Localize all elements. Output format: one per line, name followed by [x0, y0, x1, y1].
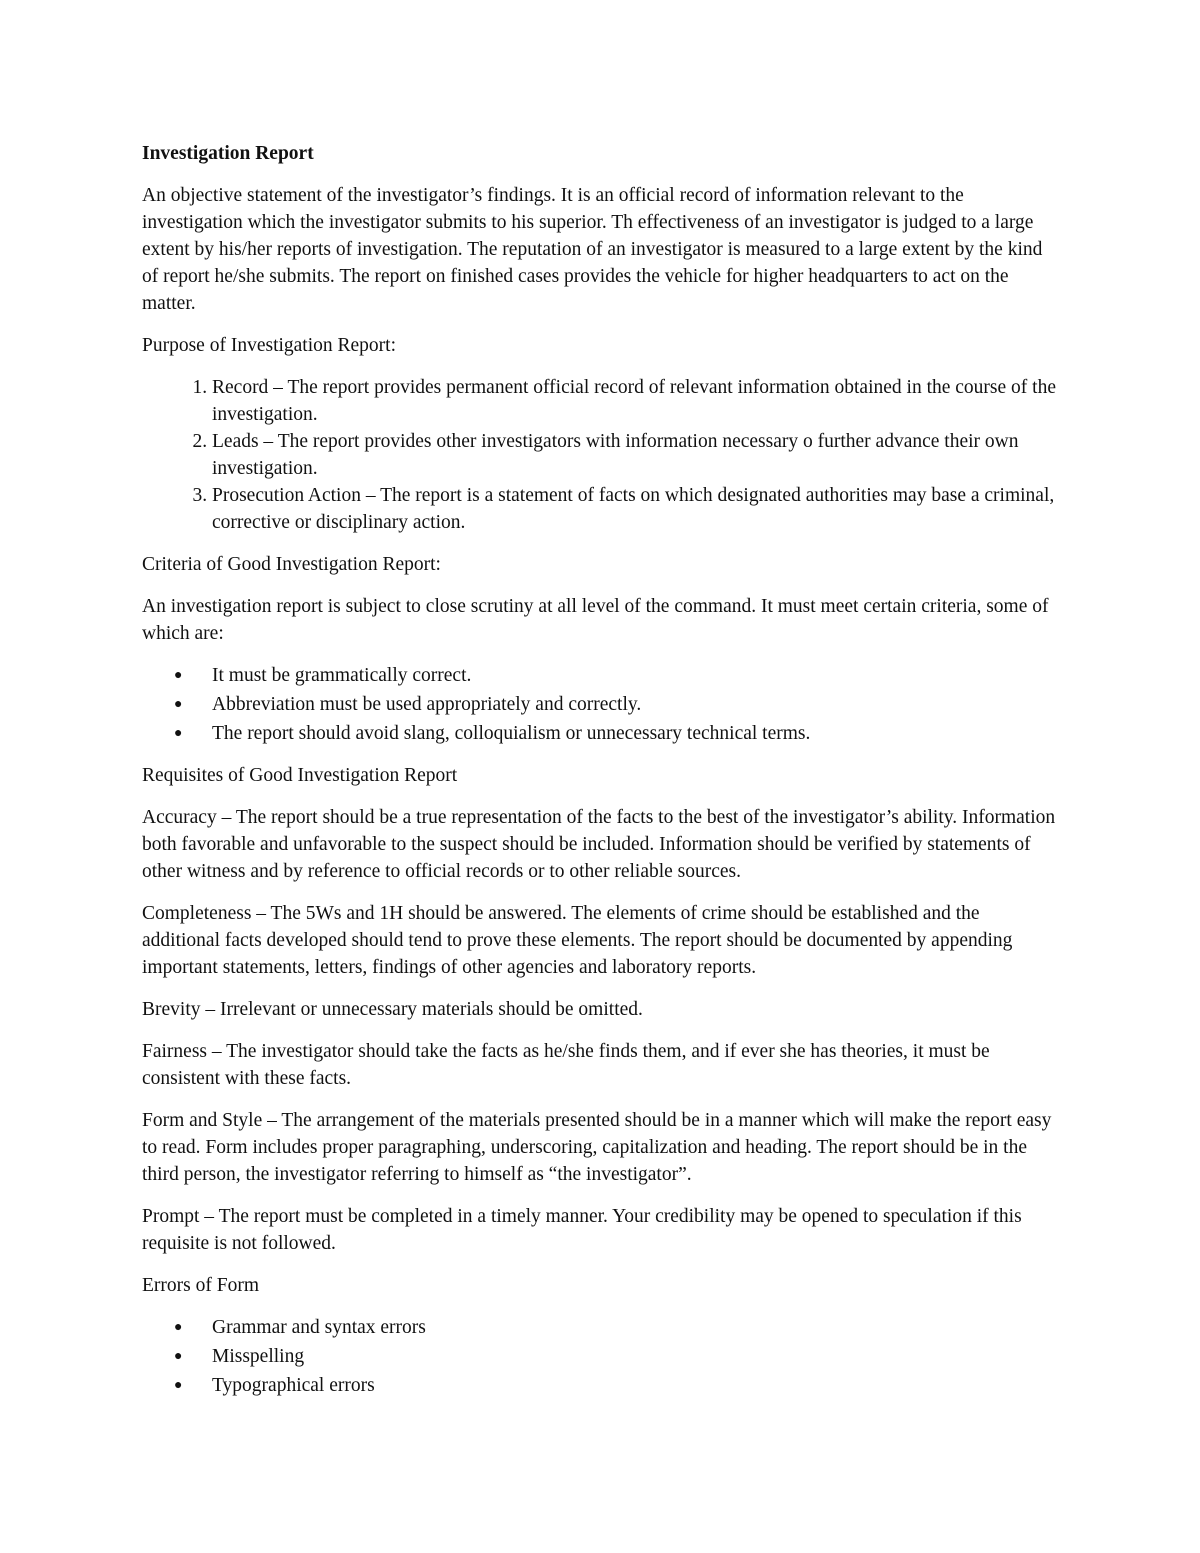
- list-item-text: Grammar and syntax errors: [212, 1317, 426, 1338]
- intro-paragraph: An objective statement of the investigator’s findings. It is an official record of information relevant to the investigation which the investigator submits to his superior. Th effectiveness of an investigator is judged to a large extent by his/her reports of investigation. The reputation of an investigator is measured to a large extent by the kind of report he/she submits. The report on finished cases provides the vehicle for higher headquarters to act on the matter.: [142, 185, 1043, 314]
- list-item: [174, 1343, 1062, 1370]
- fairness-paragraph: Fairness – The investigator should take the facts as he/she finds them, and if ever she has theories, it must be consistent with these facts.: [142, 1041, 990, 1089]
- bullet-icon: ●: [174, 1320, 183, 1335]
- list-item: [174, 1372, 1062, 1399]
- brevity-paragraph: Brevity – Irrelevant or unnecessary materials should be omitted.: [142, 999, 643, 1020]
- list-item: [174, 662, 1062, 689]
- errors-heading: Errors of Form: [142, 1275, 259, 1296]
- document-page: [142, 140, 1062, 1414]
- criteria-list: [142, 662, 1062, 747]
- purpose-list: [142, 374, 1062, 536]
- prompt-paragraph: Prompt – The report must be completed in a timely manner. Your credibility may be opened to speculation if this requisite is not followed.: [142, 1206, 1022, 1254]
- list-item: 1. Record – The report provides permanent official record of relevant information obtained in the course of the investigation.: [212, 374, 1062, 428]
- list-item: [174, 1314, 1062, 1341]
- list-item-text: The report should avoid slang, colloquialism or unnecessary technical terms.: [212, 723, 811, 744]
- form-style-paragraph: Form and Style – The arrangement of the materials presented should be in a manner which will make the report easy to read. Form includes proper paragraphing, underscoring, capitalization and heading. The report should be in the third person, the investigator referring to himself as “the investigator”.: [142, 1110, 1052, 1185]
- purpose-heading: Purpose of Investigation Report:: [142, 335, 397, 356]
- list-item: [174, 720, 1062, 747]
- completeness-paragraph: Completeness – The 5Ws and 1H should be answered. The elements of crime should be established and the additional facts developed should tend to prove these elements. The report should be documented by appending important statements, letters, findings of other agencies and laboratory reports.: [142, 903, 1013, 978]
- bullet-icon: ●: [174, 1349, 183, 1364]
- list-item: 2. Leads – The report provides other investigators with information necessary o further advance their own investigation.: [212, 428, 1062, 482]
- list-item: [174, 691, 1062, 718]
- criteria-intro: An investigation report is subject to close scrutiny at all level of the command. It must meet certain criteria, some of which are:: [142, 596, 1049, 644]
- accuracy-paragraph: Accuracy – The report should be a true representation of the facts to the best of the investigator’s ability. Information both favorable and unfavorable to the suspect should be included. Information should be verified by statements of other witness and by reference to official records or to other reliable sources.: [142, 807, 1056, 882]
- list-item-text: Misspelling: [212, 1346, 305, 1367]
- criteria-heading: Criteria of Good Investigation Report:: [142, 554, 441, 575]
- bullet-icon: ●: [174, 726, 183, 741]
- list-item-text: It must be grammatically correct.: [212, 665, 472, 686]
- requisites-heading: Requisites of Good Investigation Report: [142, 765, 458, 786]
- errors-list: [142, 1314, 1062, 1399]
- list-item: 3. Prosecution Action – The report is a statement of facts on which designated authorities may base a criminal, corrective or disciplinary action.: [212, 482, 1062, 536]
- list-item-text: Abbreviation must be used appropriately and correctly.: [212, 694, 642, 715]
- bullet-icon: ●: [174, 1378, 183, 1393]
- bullet-icon: ●: [174, 668, 183, 683]
- bullet-icon: ●: [174, 697, 183, 712]
- list-item-text: Typographical errors: [212, 1375, 375, 1396]
- document-title: Investigation Report: [142, 143, 314, 164]
